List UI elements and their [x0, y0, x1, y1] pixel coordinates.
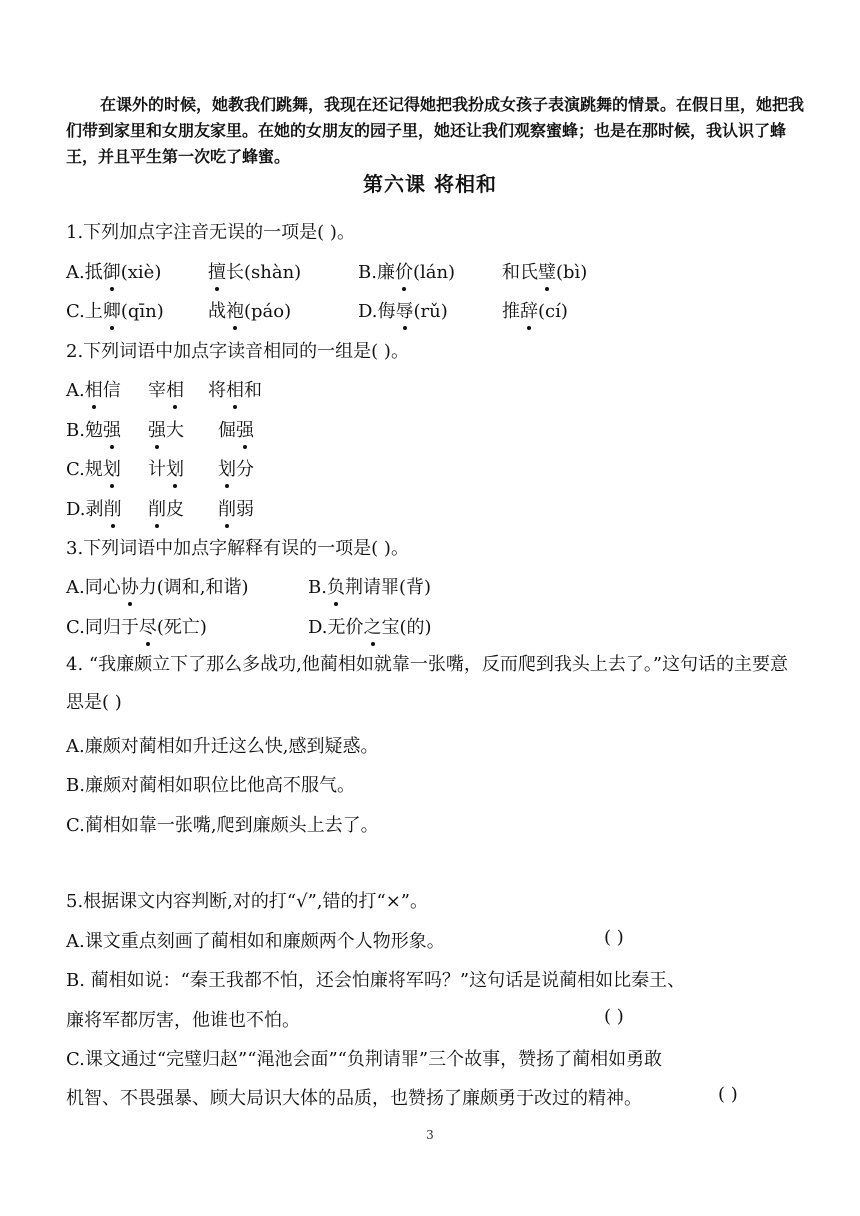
q5-item-b-line1: B. 蔺相如说：“秦王我都不怕，还会怕廉将军吗？”这句话是说蔺相如比秦王、: [66, 970, 686, 991]
q5-item-c-line2: 机智、不畏强暴、顾大局识大体的品质，也赞扬了廉颇勇于改过的精神。 ( ): [66, 1084, 738, 1109]
q1-option-a2: 擅长(shàn): [208, 258, 301, 284]
q5-answer-b[interactable]: ( ): [604, 1006, 624, 1027]
intro-paragraph: 在课外的时候，她教我们跳舞，我现在还记得她把我扮成女孩子表演跳舞的情景。在假日里，她把我们带到家里和女朋友家里。在她的女朋友的园子里，她还让我们观察蜜蜂；也是在那时候，我认识了蜂王，并且平生第一次吃了蜂蜜。: [66, 95, 805, 166]
q1-option-b2: 和氏璧(bì): [502, 258, 587, 284]
q5-item-b-line2: 廉将军都厉害，他谁也不怕。 ( ): [66, 1006, 624, 1031]
q3-option-a: A.同心协力(调和,和谐): [66, 573, 249, 599]
q1-option-c2: 战袍(páo): [208, 297, 291, 323]
q1-option-b1: B.廉价(lán): [358, 258, 455, 284]
q2-stem: 2.下列词语中加点字读音相同的一组是( )。: [66, 341, 409, 362]
page-number: 3: [426, 1128, 434, 1142]
q3-option-c: C.同归于尽(死亡): [66, 613, 207, 639]
q3-option-d: D.无价之宝(的): [308, 613, 432, 639]
q5-answer-a[interactable]: ( ): [604, 927, 624, 948]
q4-option-c: C.蔺相如靠一张嘴,爬到廉颇头上去了。: [66, 815, 379, 836]
q1-stem: 1.下列加点字注音无误的一项是( )。: [66, 222, 355, 243]
q4-option-b: B.廉颇对蔺相如职位比他高不服气。: [66, 775, 355, 796]
q1-option-a1: A.抵御(xiè): [66, 258, 161, 284]
q4-option-a: A.廉颇对蔺相如升迁这么快,感到疑惑。: [66, 736, 379, 757]
q5-item-c-line1: C.课文通过“完璧归赵”“渑池会面”“负荆请罪”三个故事，赞扬了蔺相如勇敢: [66, 1049, 663, 1070]
q1-option-d1: D.侮辱(rǔ): [358, 297, 448, 323]
q5-stem: 5.根据课文内容判断,对的打“√”,错的打“×”。: [66, 891, 428, 912]
lesson-title: 第六课 将相和: [363, 172, 497, 196]
q4-stem: 4. “我廉颇立下了那么多战功,他蔺相如就靠一张嘴，反而爬到我头上去了。”这句话的主要意思是( ): [66, 654, 789, 713]
q1-option-c1: C.上卿(qīn): [66, 297, 164, 323]
q3-option-b: B.负荆请罪(背): [308, 573, 431, 599]
q1-option-d2: 推辞(cí): [502, 297, 568, 323]
q5-answer-c[interactable]: ( ): [718, 1084, 738, 1105]
q5-item-a: A.课文重点刻画了蔺相如和廉颇两个人物形象。 ( ): [66, 927, 624, 952]
q3-stem: 3.下列词语中加点字解释有误的一项是( )。: [66, 538, 409, 559]
